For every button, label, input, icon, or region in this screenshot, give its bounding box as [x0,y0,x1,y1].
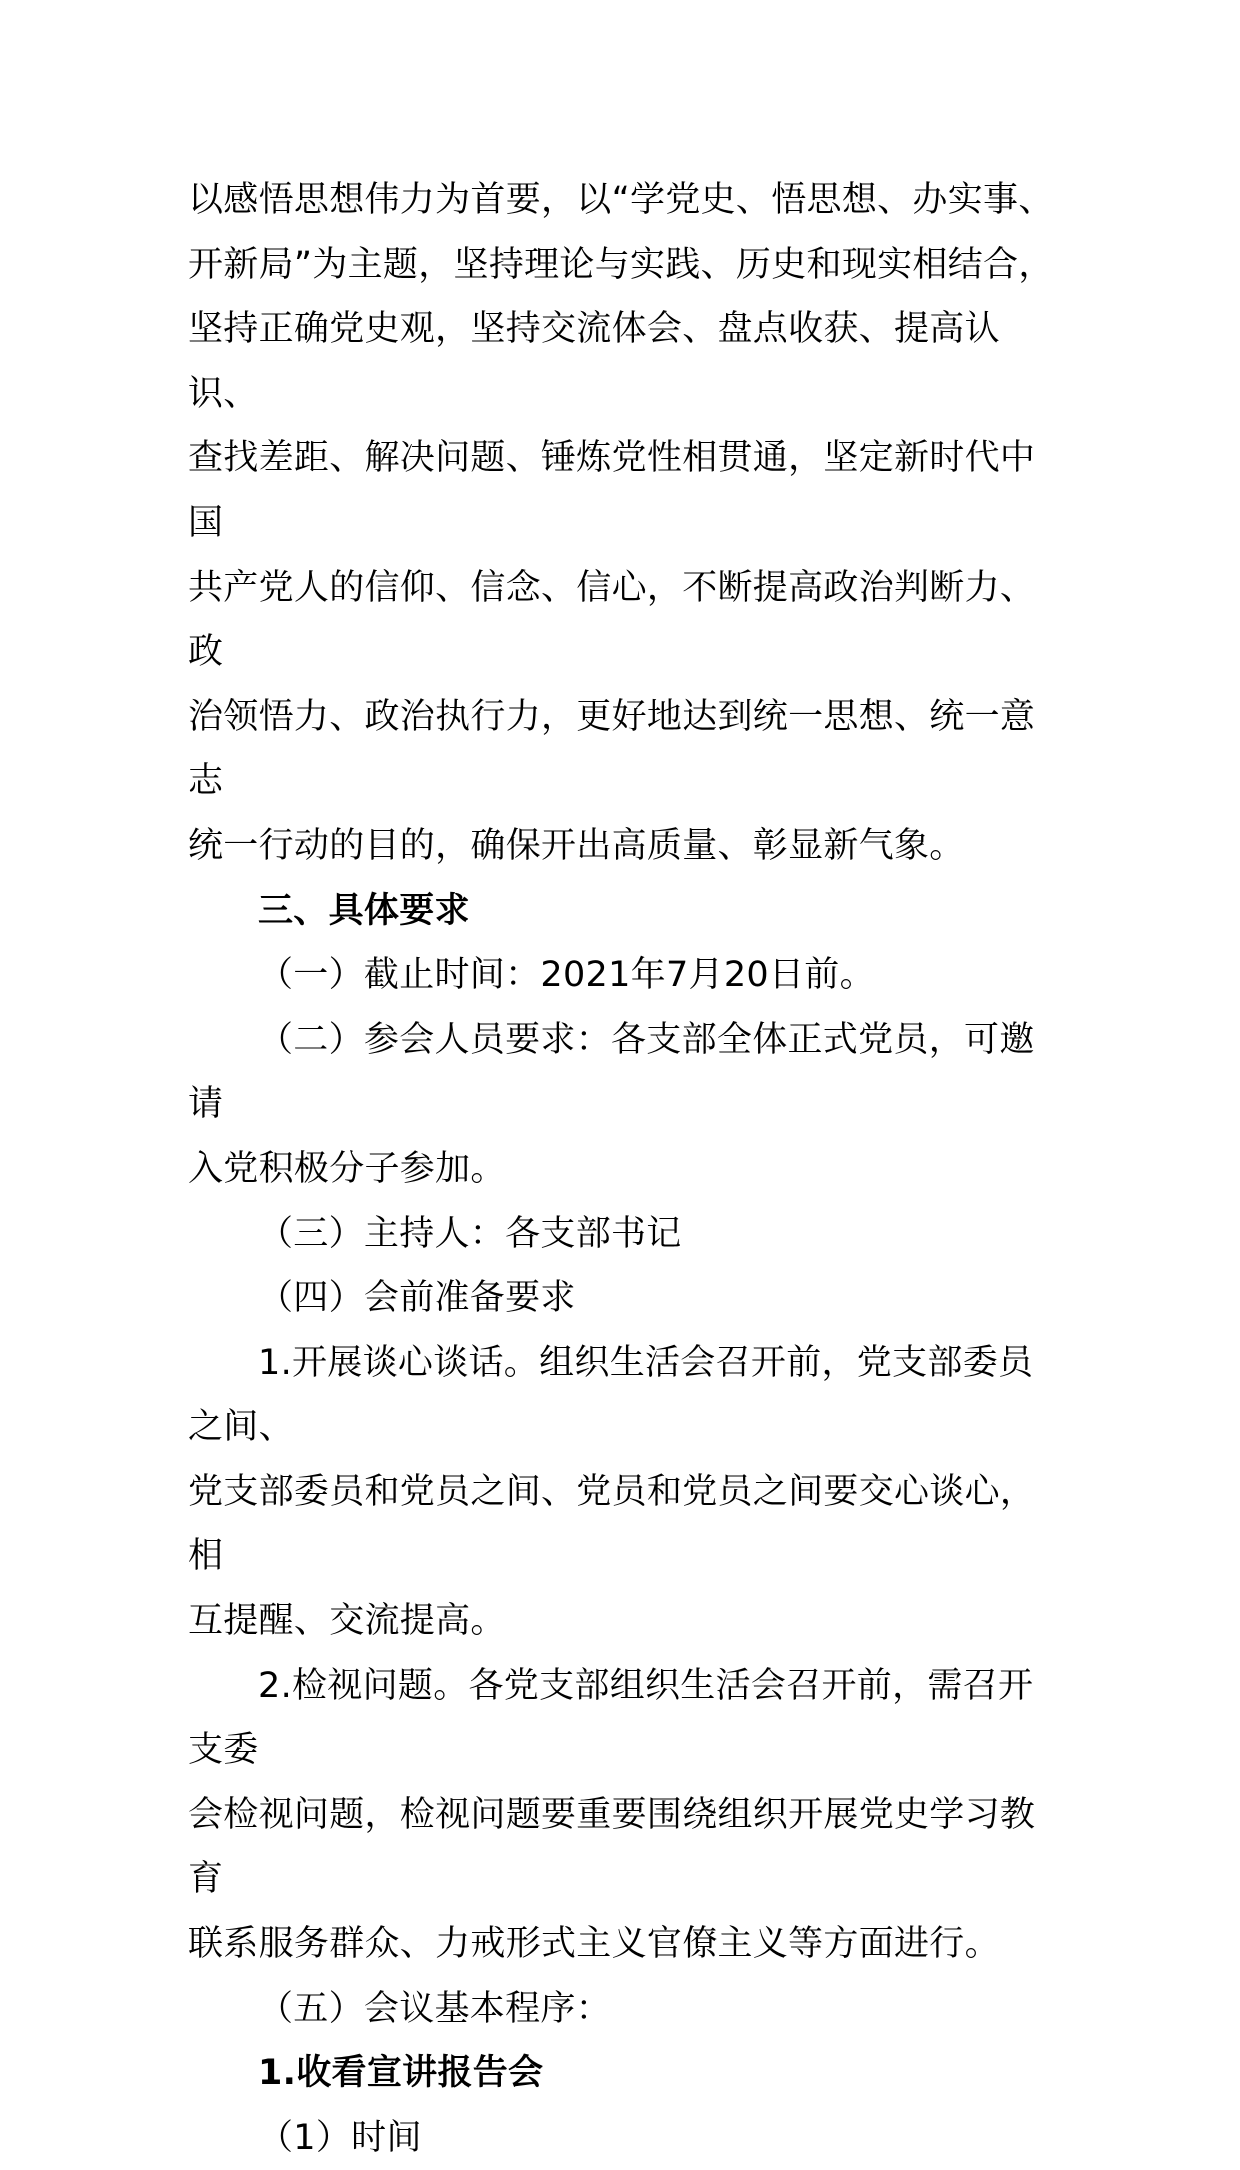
item-participants: （二）参会人员要求：各支部全体正式党员，可邀请 入党积极分子参加。 [188,1019,1035,1189]
sub-item-heart-to-heart-talk: 1.开展谈心谈话。组织生活会召开前，党支部委员之间、 党支部委员和党员之间、党员和党员之间要交心谈心，相 互提醒、交流提高。 [188,1342,1036,1642]
item-meeting-procedure: （五）会议基本程序： [258,1988,612,2029]
sub-heading-watch-report: 1.收看宣讲报告会 [258,2053,544,2094]
item-preparation: （四）会前准备要求 [258,1278,576,1319]
document-body [188,168,1060,2170]
item-deadline: （一）截止时间：2021年7月20日前。 [258,955,875,996]
section-heading-specific-requirements: 三、具体要求 [258,890,470,931]
sub-item-review-problems: 2.检视问题。各党支部组织生活会召开前，需召开支委 会检视问题，检视问题要重要围绕组织开展党史学习教育 联系服务群众、力戒形式主义官僚主义等方面进行。 [188,1665,1036,1965]
item-host: （三）主持人：各支部书记 [258,1213,682,1254]
sub-item-time: （1）时间 [258,2117,422,2158]
paragraph-theme: 以感悟思想伟力为首要，以“学党史、悟思想、办实事、 开新局”为主题，坚持理论与实践、历史和现实相结合， 坚持正确党史观，坚持交流体会、盘点收获、提高认识、 查找差距、解决问题、锤炼党性相贯通，坚定新时代中国 共产党人的信仰、信念、信心，不断提高政治判断力、政 治领悟力、政治执行力，更好地达到统一思想、统一意志 统一行动的目的，确保开出高质量、彰显新气象。 [188,180,1054,866]
